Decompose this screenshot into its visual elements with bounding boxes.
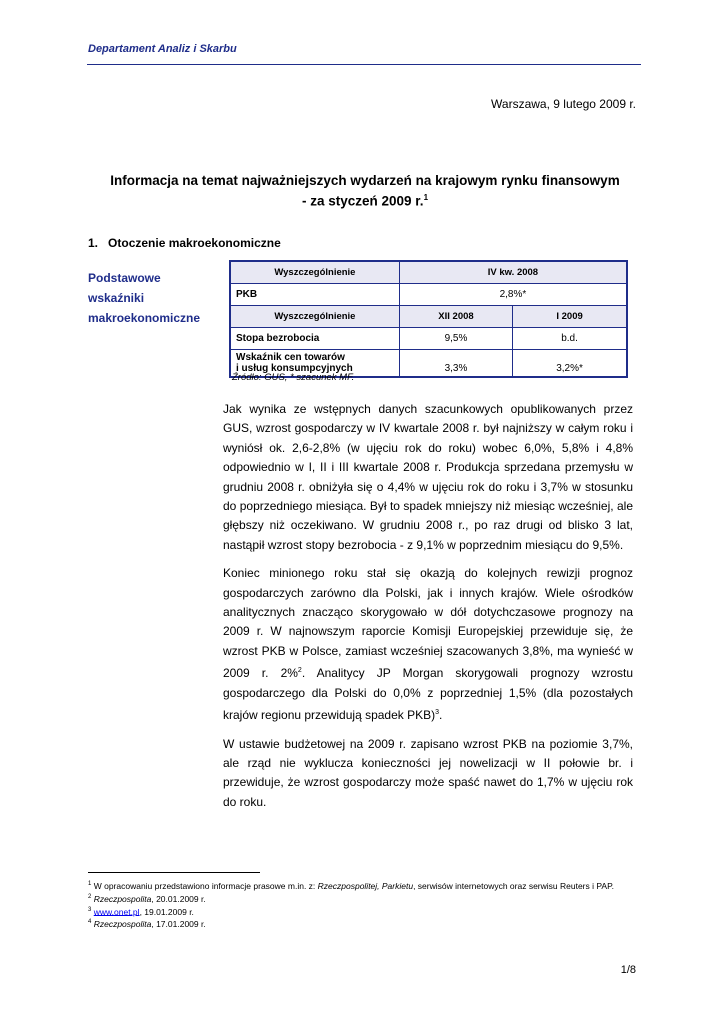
paragraph: Koniec minionego roku stał się okazją do kolejnych rewizji prognoz gospodarczych zarówno dla Polski, jak i innych krajów. Wiele ośrodków analitycznych znacząco skorygowało w dół dotychczasowe prognozy na 2009 r. W najnowszym raporcie Komisji Europejskiej przewiduje się, że wzrost PKB w Polsce, zamiast wcześniej szacowanych 3,8%, ma wynieść w 2009 r. 2%$^2$. Analitycy JP Morgan skorygowali prognozy wzrostu gospodarczego dla Polski do 0,0% z poprzedniej 1,5% (dla pozostałych krajów regionu przewidują spadek PKB)$^3$.: [223, 566, 633, 723]
footnote-divider: [88, 872, 260, 873]
page-number: 1/8: [620, 964, 636, 976]
table-row: [230, 328, 627, 350]
section-number: 1.: [88, 236, 99, 250]
cpi-label-line: i usług konsumpcyjnych: [236, 363, 353, 374]
title-line-1: Informacja na temat najważniejszych wydarzeń na krajowym rynku finansowym: [110, 173, 620, 188]
header-divider: [87, 64, 641, 65]
footnote: $^1$ W opracowaniu przedstawiono informacje prasowe m.in. z: Rzeczpospolitej, Parkietu, serwisów internetowych oraz serwisu Reuters i PAP.: [88, 880, 615, 891]
row-label-pkb: PKB: [230, 284, 399, 306]
department-header: Departament Analiz i Skarbu: [88, 43, 237, 55]
side-label-line: makroekonomiczne: [88, 311, 201, 325]
table-header-cell: IV kw. 2008: [399, 261, 627, 284]
title-line-2: - za styczeń 2009 r.: [301, 193, 424, 209]
paragraph: W ustawie budżetowej na 2009 r. zapisano wzrost PKB na poziomie 3,7%, ale rząd nie wyklucza konieczności jej nowelizacji w II połowie br. i przewiduje, że wzrost gospodarczy może spaść nawet do 1,7% w ujęciu rok do roku.: [223, 736, 633, 809]
footnote: $^4$ Rzeczpospolita, 17.01.2009 r.: [88, 919, 206, 930]
table-header-cell: XII 2008: [399, 306, 512, 328]
document-date: Warszawa, 9 lutego 2009 r.: [491, 97, 636, 111]
table-cell: 3,2%*: [513, 350, 627, 378]
side-label-line: wskaźniki: [88, 291, 145, 305]
footnotes: [88, 879, 638, 930]
footnote-link[interactable]: www.onet.pl: [93, 906, 140, 917]
pkb-value: 2,8%*: [399, 284, 627, 306]
footnote: $^2$ Rzeczpospolita, 20.01.2009 r.: [88, 893, 206, 904]
table-cell: b.d.: [513, 328, 627, 350]
table-row: [230, 284, 627, 306]
title-footnote-ref[interactable]: 1: [423, 193, 429, 202]
table-header-cell: Wyszczególnienie: [230, 306, 399, 328]
footnote-ref[interactable]: 3: [435, 709, 440, 717]
paragraph: Jak wynika ze wstępnych danych szacunkowych opublikowanych przez GUS, wzrost gospodarczy w IV kwartale 2008 r. był najniższy w całym roku i wyniósł ok. 2,6-2,8% (w ujęciu rok do roku) wobec 6,0%, 5,8% i 4,8% odpowiednio w I, II i III kwartale 2008 r. Produkcja sprzedana przemysłu w grudniu 2008 r. obniżyła się o 4,4% w ujęciu rok do roku i 3,7% w stosunku do poprzedniego miesiąca. Był to spadek mniejszy niż miesiąc wcześniej, ale głębszy niż oczekiwano. W grudniu 2008 r., po raz drugi od blisko 3 lat, nastąpił wzrost stopy bezrobocia - z 9,1% w poprzednim miesiącu do 9,5%.: [223, 402, 633, 552]
footnote-ref[interactable]: 2: [297, 667, 302, 675]
table-header-row: [230, 306, 627, 328]
macro-indicators-table: [229, 260, 628, 378]
side-label: [88, 268, 213, 328]
table-cell: 3,3%: [399, 350, 512, 378]
table-header-cell: Wyszczególnienie: [230, 261, 399, 284]
table-cell: 9,5%: [399, 328, 512, 350]
section-heading: [88, 236, 281, 250]
row-label-unemployment: Stopa bezrobocia: [230, 328, 399, 350]
table-header-row: [230, 261, 627, 284]
table-source: Źródło: GUS, * szacunek MF.: [232, 372, 355, 383]
side-label-line: Podstawowe: [88, 271, 161, 285]
body-text: [223, 400, 633, 821]
footnote: $^3$ www.onet.pl, 19.01.2009 r.: [88, 906, 194, 917]
table-header-cell: I 2009: [513, 306, 627, 328]
section-title: Otoczenie makroekonomiczne: [108, 236, 281, 250]
cpi-label-line: Wskaźnik cen towarów: [236, 352, 345, 363]
document-title: [88, 172, 642, 210]
